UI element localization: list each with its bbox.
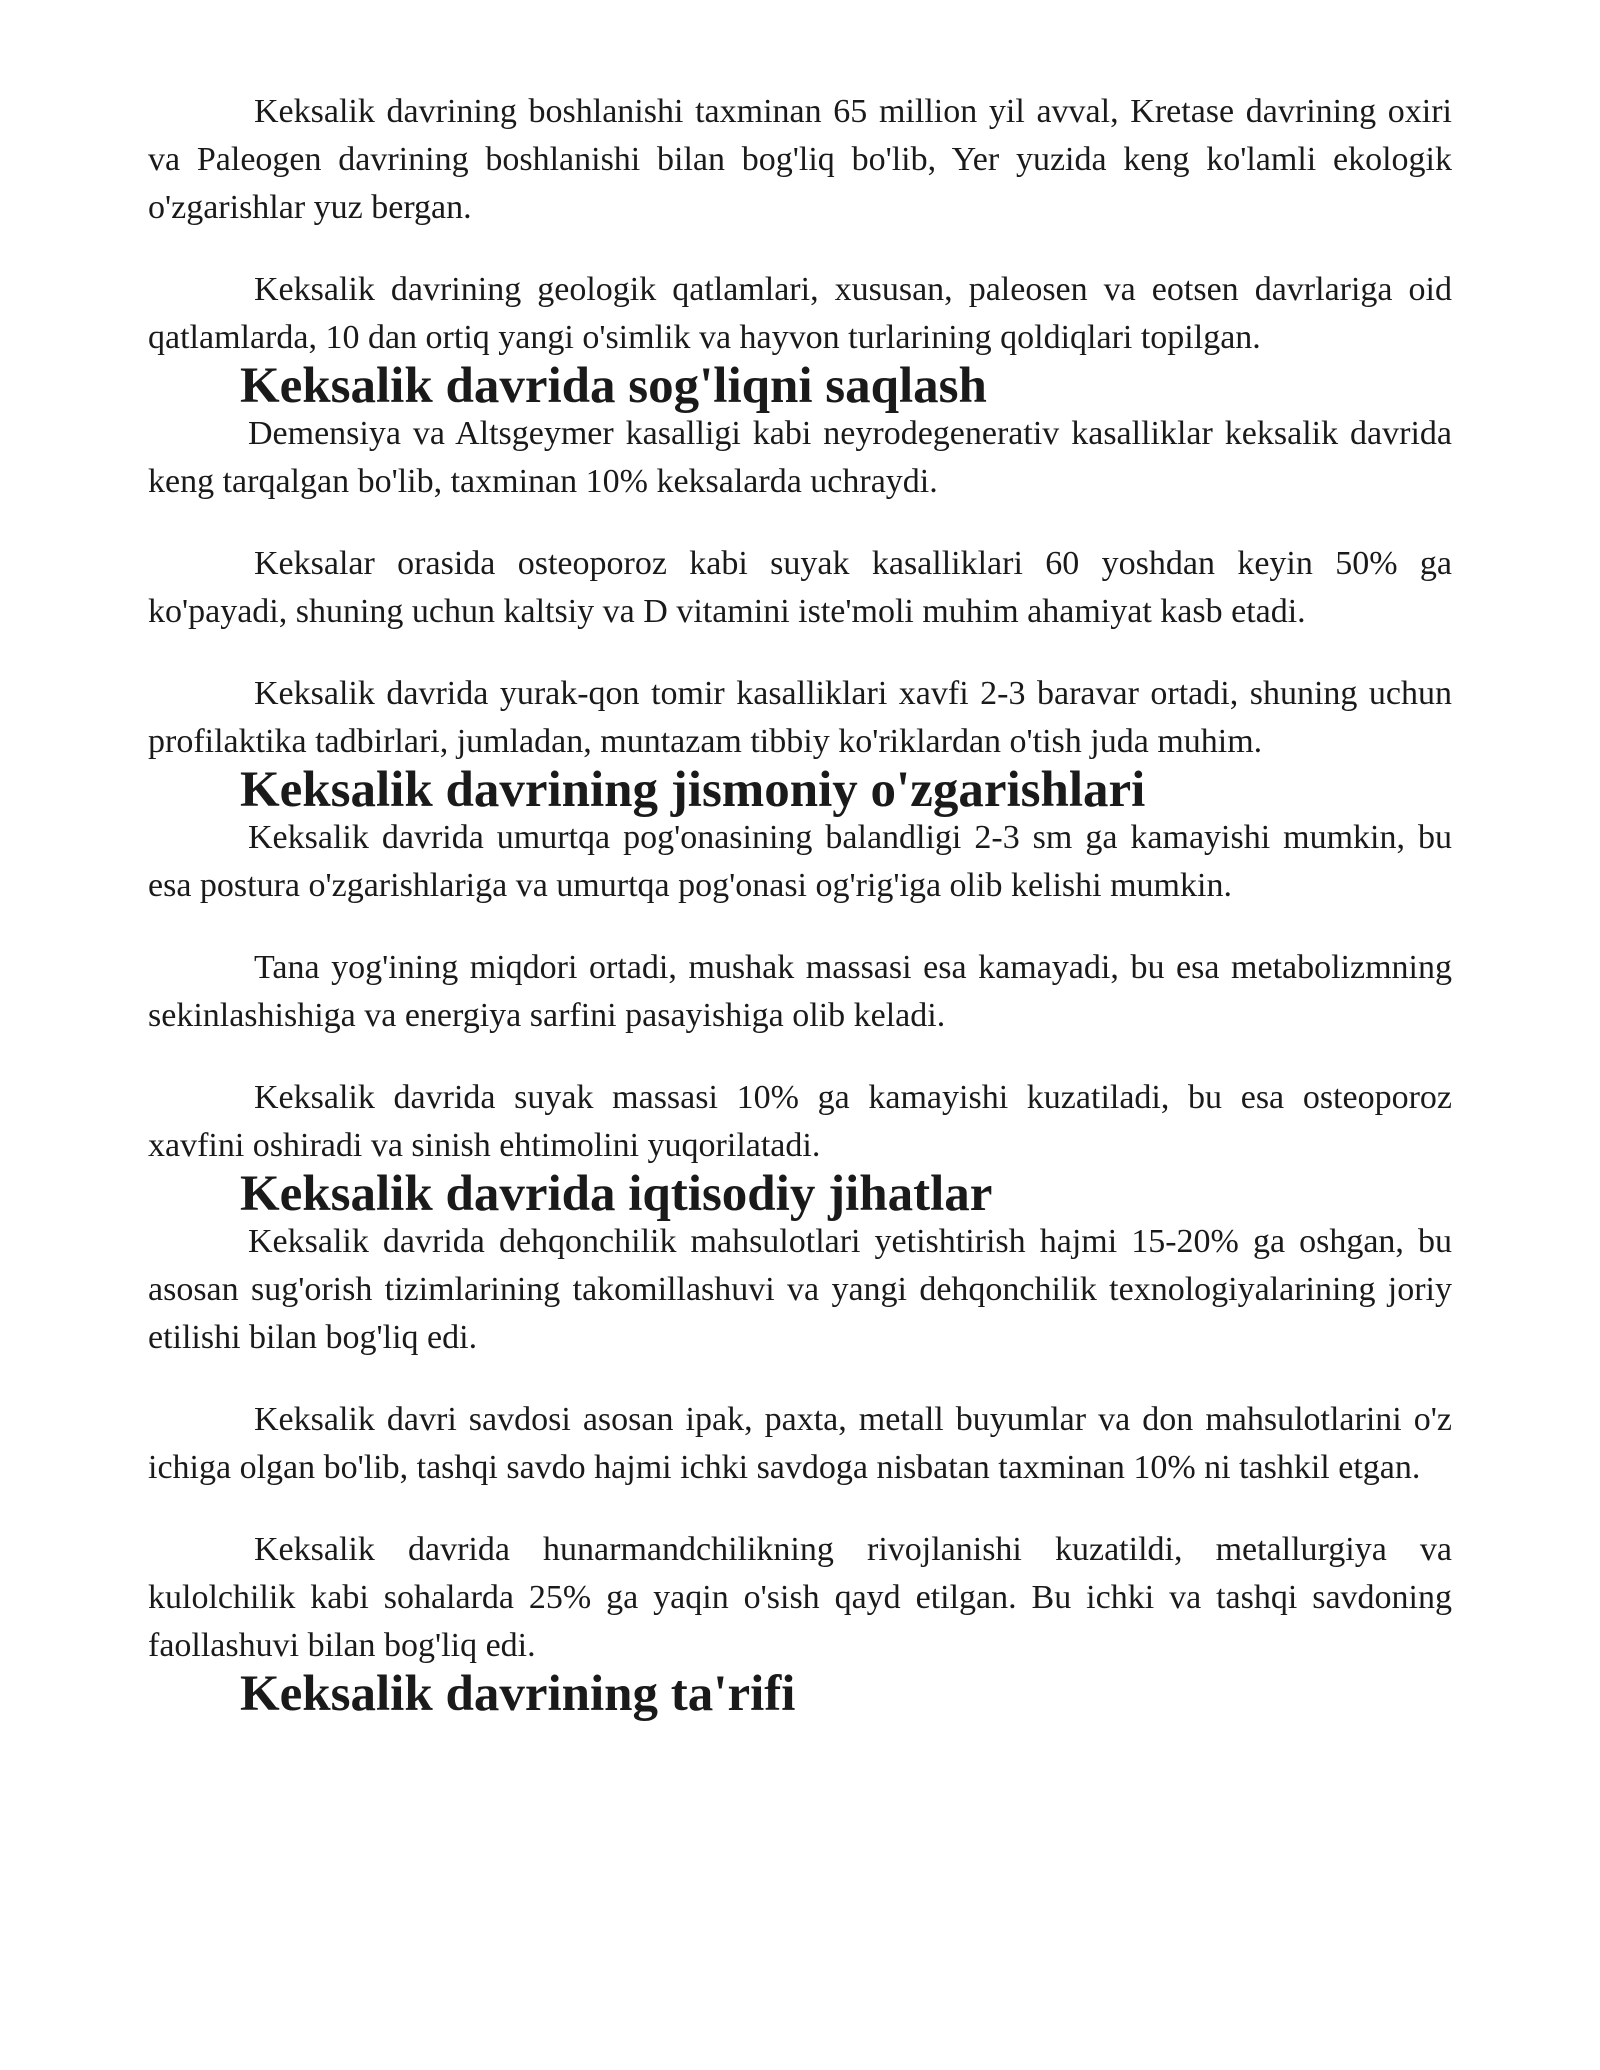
economy-heading: Keksalik davrida iqtisodiy jihatlar xyxy=(240,1166,993,1222)
physical-paragraph-2: Tana yog'ining miqdori ortadi, mushak massasi esa kamayadi, bu esa metabolizmning sekinlashishiga va energiya sarfini pasayishiga olib keladi. xyxy=(148,949,1452,1034)
physical-heading: Keksalik davrining jismoniy o'zgarishlari xyxy=(240,762,1146,818)
physical-paragraph-1: Keksalik davrida umurtqa pog'onasining balandligi 2-3 sm ga kamayishi mumkin, bu esa postura o'zgarishlariga va umurtqa pog'onasi og'rig'iga olib kelishi mumkin. xyxy=(148,819,1452,904)
definition-heading: Keksalik davrining ta'rifi xyxy=(240,1666,796,1722)
physical-paragraph-3: Keksalik davrida suyak massasi 10% ga kamayishi kuzatiladi, bu esa osteoporoz xavfini oshiradi va sinish ehtimolini yuqorilatadi. xyxy=(148,1079,1452,1164)
health-paragraph-1: Demensiya va Altsgeymer kasalligi kabi neyrodegenerativ kasalliklar keksalik davrida keng tarqalgan bo'lib, taxminan 10% keksalarda uchraydi. xyxy=(148,415,1452,500)
intro-paragraph-1: Keksalik davrining boshlanishi taxminan 65 million yil avval, Kretase davrining oxiri va Paleogen davrining boshlanishi bilan bog'liq bo'lib, Yer yuzida keng ko'lamli ekologik o'zgarishlar yuz bergan. xyxy=(148,93,1452,226)
intro-paragraph-2: Keksalik davrining geologik qatlamlari, xususan, paleosen va eotsen davrlariga oid qatlamlarda, 10 dan ortiq yangi o'simlik va hayvon turlarining qoldiqlari topilgan. xyxy=(148,271,1452,356)
health-paragraph-3: Keksalik davrida yurak-qon tomir kasalliklari xavfi 2-3 baravar ortadi, shuning uchun profilaktika tadbirlari, jumladan, muntazam tibbiy ko'riklardan o'tish juda muhim. xyxy=(148,675,1452,760)
economy-paragraph-1: Keksalik davrida dehqonchilik mahsulotlari yetishtirish hajmi 15-20% ga oshgan, bu asosan sug'orish tizimlarining takomillashuvi va yangi dehqonchilik texnologiyalarining joriy etilishi bilan bog'liq edi. xyxy=(148,1223,1452,1356)
document-page xyxy=(148,88,1452,1722)
economy-paragraph-2: Keksalik davri savdosi asosan ipak, paxta, metall buyumlar va don mahsulotlarini o'z ichiga olgan bo'lib, tashqi savdo hajmi ichki savdoga nisbatan taxminan 10% ni tashkil etgan. xyxy=(148,1401,1452,1486)
health-heading: Keksalik davrida sog'liqni saqlash xyxy=(240,358,987,414)
health-paragraph-2: Keksalar orasida osteoporoz kabi suyak kasalliklari 60 yoshdan keyin 50% ga ko'payadi, shuning uchun kaltsiy va D vitamini iste'moli muhim ahamiyat kasb etadi. xyxy=(148,545,1452,630)
economy-paragraph-3: Keksalik davrida hunarmandchilikning rivojlanishi kuzatildi, metallurgiya va kulolchilik kabi sohalarda 25% ga yaqin o'sish qayd etilgan. Bu ichki va tashqi savdoning faollashuvi bilan bog'liq edi. xyxy=(148,1531,1452,1664)
